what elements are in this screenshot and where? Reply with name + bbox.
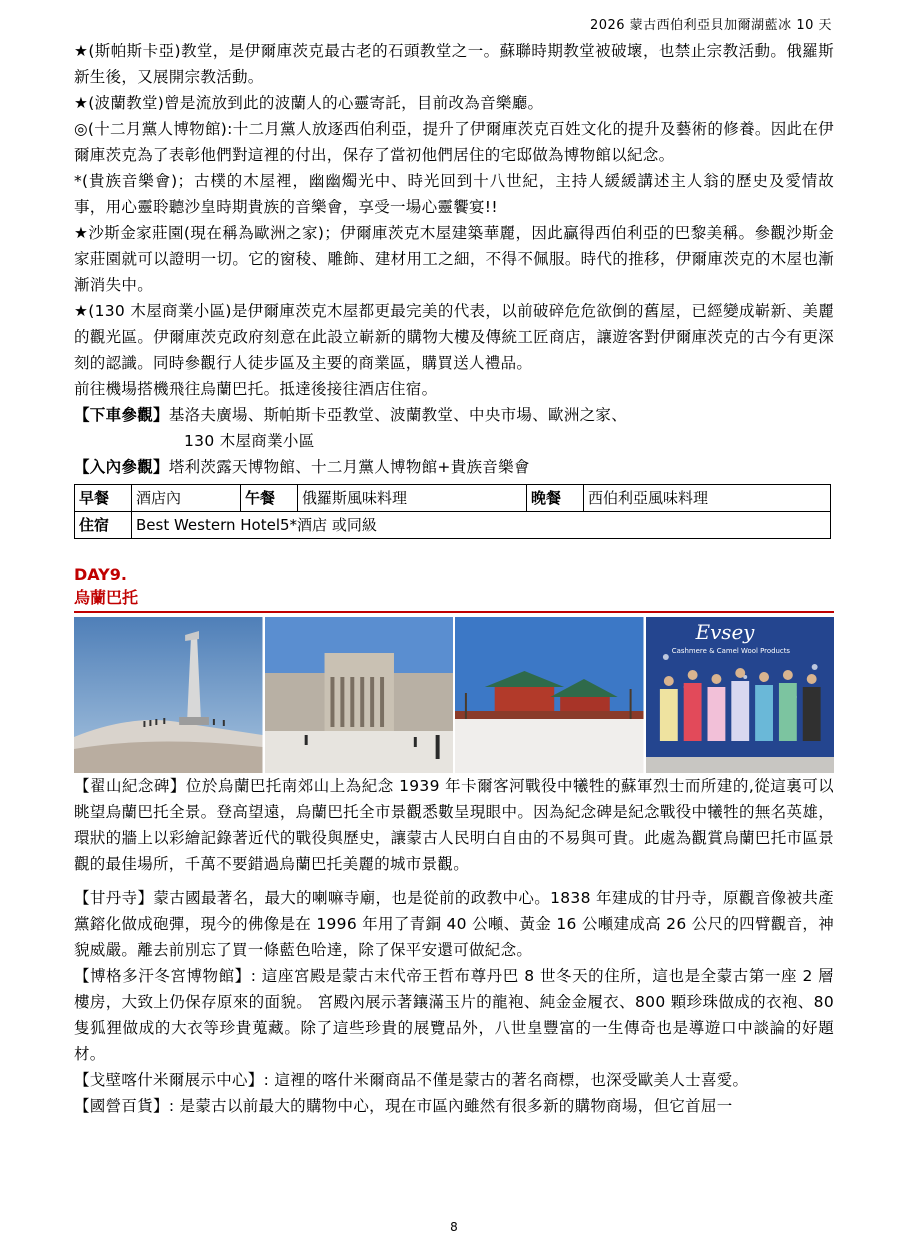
city-title: 烏蘭巴托 (74, 587, 834, 613)
section-gandan (74, 885, 834, 963)
photo-strip (74, 617, 834, 773)
section-bogd-khan-text: : 這座宮殿是蒙古末代帝王哲布尊丹巴 8 世冬天的住所，這也是全蒙古第一座 2 層樓房，大致上仍保存原來的面貌。 宮殿內展示著鑲滿玉片的龍袍、純金金履衣、800 顆珍珠做成的衣袍、80 隻狐狸做成的大衣等珍貴蒐藏。除了這些珍貴的展覽品外，八世皇豐富的一生傳奇也是導遊口中談論的好題材。 (74, 967, 834, 1063)
photo-government-palace (265, 617, 454, 773)
stops-label: 【下車參觀】 (74, 406, 169, 424)
photo-cashmere-store (646, 617, 835, 773)
para-130-quarter: ★(130 木屋商業小區)是伊爾庫茨克木屋都更最完美的代表，以前破碎危危欲倒的舊屋，已經變成嶄新、美麗的觀光區。伊爾庫茨克政府刻意在此設立嶄新的購物大樓及傳統工匠商店，讓遊客對伊爾庫茨克的古今有更深刻的認識。同時參觀行人徒步區及主要的商業區，購買送人禮品。 (74, 302, 834, 372)
visits-label: 【入內參觀】 (74, 458, 169, 476)
lunch-value: 俄羅斯風味料理 (298, 485, 527, 512)
section-zaisan (74, 773, 834, 877)
para-noble-concert: *(貴族音樂會)；古樸的木屋裡，幽幽燭光中、時光回到十八世紀，主持人緩緩講述主人翁的歷史及愛情故事，用心靈聆聽沙皇時期貴族的音樂會，享受一場心靈饗宴!! (74, 172, 834, 216)
meals-table (74, 484, 831, 539)
para-flight: 前往機場搭機飛往烏蘭巴托。抵達後接往酒店住宿。 (74, 380, 438, 398)
section-bogd-khan (74, 963, 834, 1067)
meals-row (75, 485, 831, 512)
page-number: 8 (450, 1220, 458, 1234)
photo-zaisan-memorial (74, 617, 263, 773)
hotel-label: 住宿 (75, 512, 132, 539)
page-content (74, 38, 834, 1119)
page-header: 2026 蒙古西伯利亞貝加爾湖藍冰 10 天 (589, 18, 832, 33)
para-polish-church: ★(波蘭教堂)曾是流放到此的波蘭人的心靈寄託，目前改為音樂廳。 (74, 94, 544, 112)
section-state-store-label: 【國營百貨】 (74, 1097, 169, 1115)
store-sign-sub: Cashmere & Camel Wool Products (671, 646, 790, 656)
photo-bogd-khan-palace (455, 617, 644, 773)
stops-text-1: 基洛夫廣場、斯帕斯卡亞教堂、波蘭教堂、中央市場、歐洲之家、 (168, 406, 628, 424)
section-gandan-label: 【甘丹寺】 (74, 889, 154, 907)
section-state-store (74, 1093, 834, 1119)
section-list (74, 773, 834, 1119)
section-state-store-text: : 是蒙古以前最大的購物中心，現在市區內雖然有很多新的購物商場，但它首屈一 (168, 1097, 733, 1115)
section-gandan-text: 蒙古國最著名，最大的喇嘛寺廟，也是從前的政教中心。1838 年建成的甘丹寺，原觀音像被共產黨鎔化做成砲彈，現今的佛像是在 1996 年用了青銅 40 公噸、黃金 16 公噸建成高 26 公尺的四臂觀音，神貌威嚴。離去前別忘了買一條藍色哈達，除了保平安還可做紀念。 (74, 889, 834, 959)
para-decembrist-museum: ◎(十二月黨人博物館):十二月黨人放逐西伯利亞，提升了伊爾庫茨克百姓文化的提升及藝術的修養。因此在伊爾庫茨克為了表彰他們對這裡的付出，保存了當初他們居住的宅邸做為博物館以紀念。 (74, 120, 834, 164)
section-zaisan-label: 【翟山紀念碑】 (74, 777, 186, 795)
para-spasskaya-church: ★(斯帕斯卡亞)教堂，是伊爾庫茨克最古老的石頭教堂之一。蘇聯時期教堂被破壞，也禁止宗教活動。俄羅斯新生後，又展開宗教活動。 (74, 42, 834, 86)
hotel-row (75, 512, 831, 539)
stops-line-2: 130 木屋商業小區 (184, 432, 315, 450)
para-european-house: ★沙斯金家莊園(現在稱為歐洲之家)；伊爾庫茨克木屋建築華麗，因此贏得西伯利亞的巴黎美稱。參觀沙斯金家莊園就可以證明一切。它的窗稜、雕飾、建材用工之細，不得不佩服。時代的推移，伊爾庫茨克的木屋也漸漸消失中。 (74, 224, 834, 294)
section-gobi-text: : 這裡的喀什米爾商品不僅是蒙古的著名商標，也深受歐美人士喜愛。 (263, 1071, 749, 1089)
stops-line (74, 402, 834, 428)
store-sign-brand: Evsey (695, 620, 754, 645)
lunch-label: 午餐 (241, 485, 298, 512)
visits-line (74, 454, 834, 480)
section-bogd-khan-label: 【博格多汗冬宮博物館】 (74, 967, 251, 985)
dinner-label: 晚餐 (527, 485, 584, 512)
section-zaisan-text: 位於烏蘭巴托南郊山上為紀念 1939 年卡爾客河戰役中犧牲的蘇軍烈士而所建的,從這裏可以眺望烏蘭巴托全景。登高望遠，烏蘭巴托全市景觀悉數呈現眼中。因為紀念碑是紀念戰役中犧牲的無名英雄，環狀的牆上以彩繪記錄著近代的戰役與歷史，讓蒙古人民明白自由的不易與可貴。此處為觀賞烏蘭巴托市區景觀的最佳場所，千萬不要錯過烏蘭巴托美麗的城市景觀。 (74, 777, 834, 873)
hotel-value: Best Western Hotel5*酒店 或同級 (132, 512, 831, 539)
dinner-value: 西伯利亞風味料理 (584, 485, 831, 512)
day-title: DAY9. (74, 565, 127, 584)
section-gobi (74, 1067, 834, 1093)
visits-text: 塔利茨露天博物館、十二月黨人博物館+貴族音樂會 (168, 458, 530, 476)
breakfast-value: 酒店內 (132, 485, 241, 512)
breakfast-label: 早餐 (75, 485, 132, 512)
section-gobi-label: 【戈壁喀什米爾展示中心】 (74, 1071, 264, 1089)
